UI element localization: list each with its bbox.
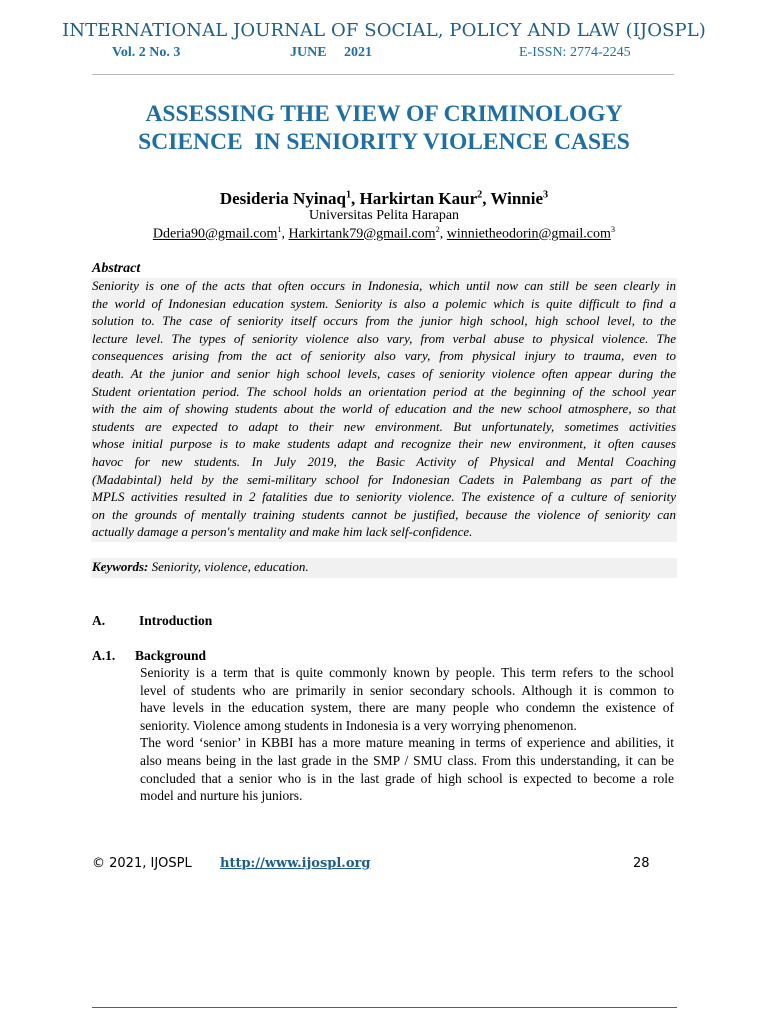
- body-line: The word ‘senior’ in KBBI has a more mature meaning in terms of experience and abilities, it: [140, 735, 674, 751]
- body-line: model and nurture his juniors.: [140, 788, 303, 804]
- section-a-title: Introduction: [139, 613, 213, 628]
- paper-title: [40, 100, 728, 156]
- abstract-line: MPLS activities resulted in 2 fatalities due to seniority violence. The existence of a culture of seniority: [92, 489, 676, 505]
- body-paragraph: [140, 664, 674, 805]
- body-line: concluded that a senior who is in the last grade of high school is expected to become a role: [140, 770, 674, 786]
- issn: E-ISSN: 2774-2245: [519, 45, 631, 60]
- footer-copyright: © 2021, IJOSPL: [92, 856, 192, 871]
- author-1-sup: 1: [345, 189, 352, 201]
- body-line: have levels in the education system, there are many people who condemn the existence of: [140, 700, 674, 716]
- emails: Dderia90@gmail.com$^1$, Harkirtank79@gmail.com$^2$, winnietheodorin@gmail.com$^3$: [152, 225, 616, 242]
- abstract-line: Student orientation period. The school holds an orientation period at the beginning of the school year: [92, 383, 676, 399]
- body-line: level of students who are primarily in senior secondary schools. Although it is common to: [140, 682, 674, 698]
- body-line: seniority. Violence among students in Indonesia is a very worrying phenomenon.: [140, 717, 577, 733]
- abstract-line: with the aim of showing students about the world of education and the new school atmosphere, so that: [92, 401, 676, 417]
- title-line-2: SCIENCE IN SENIORITY VIOLENCE CASES: [138, 129, 630, 155]
- footer-url-link[interactable]: http://www.ijospl.org: [220, 856, 371, 871]
- abstract-line: whose initial purpose is to make students adapt and recognize their new environment, it often causes: [92, 436, 676, 452]
- abstract-line: (Madabintal) held by the semi-military school for Indonesian Cadets in Palembang as part of the: [92, 471, 676, 487]
- title-line-1: ASSESSING THE VIEW OF CRIMINOLOGY: [145, 101, 623, 127]
- abstract-line: consequences arising from the act of seniority also vary, from physical injury to trauma, even to: [92, 348, 676, 364]
- abstract-line: actually damage a person's mentality and make him lack self-confidence.: [92, 524, 473, 540]
- journal-name: INTERNATIONAL JOURNAL OF SOCIAL, POLICY AND LAW (IJOSPL): [62, 20, 706, 41]
- author-2-sup: 2: [477, 189, 483, 201]
- abstract-line: death. At the junior and senior high school levels, cases of seniority violence often appear during the: [92, 365, 676, 381]
- abstract-line: solution to. The case of seniority itself occurs from the junior high school, high school level, to the: [92, 313, 676, 329]
- email-1-sup: 1: [277, 225, 282, 234]
- header-divider: [92, 74, 674, 75]
- abstract-line: on the grounds of mentally training students cannot be justified, because the violence of seniority can: [92, 506, 676, 522]
- author-2: Harkirtan Kaur: [359, 189, 478, 208]
- abstract-line: the world of Indonesian education system. Seniority is also a polemic which is quite difficult to find a: [92, 295, 676, 311]
- keywords-value: Seniority, violence, education.: [151, 559, 309, 574]
- email-2[interactable]: Harkirtank79@gmail.com: [288, 226, 436, 242]
- section-a-number: A.: [92, 613, 106, 628]
- abstract-line: students are expected to adapt to their new environment. But unfortunately, sometimes activities: [92, 418, 676, 434]
- authors: Desideria Nyinaq$^1$, Harkirtan Kaur$^2$, Winnie$^3$: [219, 189, 549, 208]
- body-line: Seniority is a term that is quite commonly known by people. This term refers to the school: [140, 665, 674, 680]
- abstract-line: lecture level. The types of seniority violence also vary, from verbal abuse to physical violence. The: [92, 330, 676, 346]
- email-1[interactable]: Dderia90@gmail.com: [152, 226, 278, 242]
- email-3-sup: 3: [610, 225, 616, 234]
- volume-issue: Vol. 2 No. 3: [112, 45, 181, 60]
- section-a1-title: Background: [135, 648, 207, 663]
- abstract-text: [92, 277, 676, 541]
- body-line: also means being in the last grade in the SMP / SMU class. From this understanding, it can be: [140, 752, 674, 768]
- keywords: [92, 559, 309, 575]
- abstract-line: havoc for new students. In July 2019, the Basic Activity of Physical and Mental Coaching: [92, 453, 676, 469]
- footer-divider: [92, 1007, 677, 1008]
- abstract-line: Seniority is one of the acts that often occurs in Indonesia, which until now can still be seen clearly in: [92, 278, 676, 293]
- author-3-sup: 3: [543, 189, 549, 201]
- email-2-sup: 2: [435, 225, 440, 234]
- affiliation: Universitas Pelita Harapan: [308, 208, 460, 223]
- author-1: Desideria Nyinaq: [219, 189, 346, 208]
- author-3: Winnie: [490, 189, 544, 208]
- section-a1-number: A.1.: [92, 648, 116, 663]
- abstract-heading: Abstract: [92, 261, 141, 276]
- page-number: 28: [633, 856, 650, 871]
- keywords-label: Keywords:: [92, 559, 149, 574]
- issue-date: JUNE 2021: [290, 45, 373, 60]
- email-3[interactable]: winnietheodorin@gmail.com: [446, 226, 611, 242]
